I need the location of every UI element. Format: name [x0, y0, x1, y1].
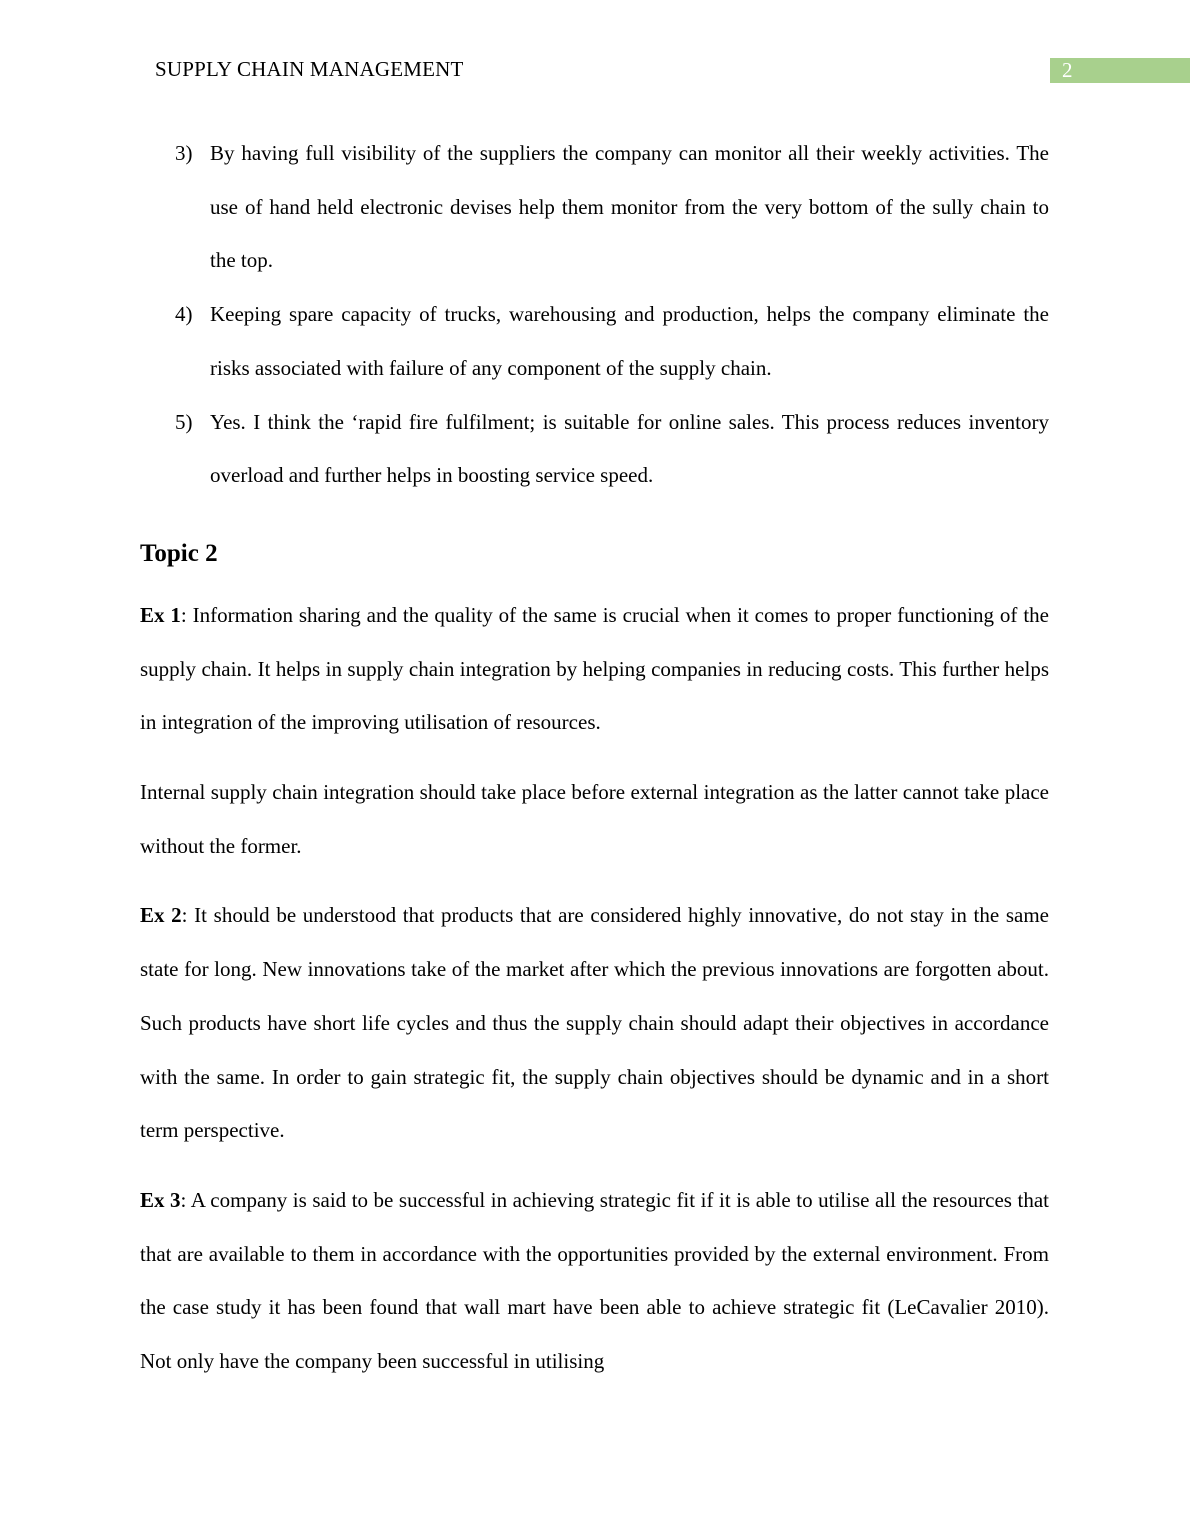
list-item: [140, 396, 1049, 503]
ex1-label: Ex 1: [140, 602, 181, 627]
paragraph-ex3: [140, 1174, 1049, 1389]
paragraph-internal-integration: [140, 766, 1049, 873]
paragraph-ex2: [140, 889, 1049, 1158]
running-head: SUPPLY CHAIN MANAGEMENT: [155, 57, 464, 81]
list-item-text: Keeping spare capacity of trucks, warehousing and production, helps the company eliminate the risks associated with failure of any component of the supply chain.: [210, 302, 1049, 380]
topic-heading: Topic 2: [140, 539, 218, 567]
page-number-badge: [1050, 58, 1190, 83]
ex2-text: : It should be understood that products that are considered highly innovative, do not stay in the same state for long. New innovations take of the market after which the previous innovations are forgotten about. Such products have short life cycles and thus the supply chain should adapt their objectives in accordance with the same. In order to gain strategic fit, the supply chain objectives should be dynamic and in a short term perspective.: [140, 903, 1049, 1143]
paragraph-ex1: [140, 589, 1049, 750]
ex1-text: : Information sharing and the quality of the same is crucial when it comes to proper functioning of the supply chain. It helps in supply chain integration by helping companies in reducing costs. This further helps in integration of the improving utilisation of resources.: [140, 602, 1049, 735]
internal-integration-text: Internal supply chain integration should take place before external integration as the latter cannot take place without the former.: [140, 780, 1049, 858]
ex2-label: Ex 2: [140, 903, 182, 928]
list-item-number: 5): [175, 409, 193, 434]
list-item-text: Yes. I think the ‘rapid fire fulfilment; is suitable for online sales. This process reduces inventory overload and further helps in boosting service speed.: [210, 409, 1049, 488]
ex3-label: Ex 3: [140, 1187, 181, 1212]
answer-list: [140, 127, 1049, 503]
list-item-text: By having full visibility of the suppliers the company can monitor all their weekly activities. The use of hand held electronic devises help them monitor from the very bottom of the sully chain to the top.: [210, 141, 1049, 273]
ex3-text: : A company is said to be successful in achieving strategic fit if it is able to utilise all the resources that that are available to them in accordance with the opportunities provided by the external environment. From the case study it has been found that wall mart have been able to achieve strategic fit (LeCavalier 2010). Not only have the company been successful in utilising: [140, 1187, 1049, 1374]
page-number: 2: [1062, 58, 1073, 82]
list-item-number: 3): [175, 141, 193, 165]
document-body: [140, 127, 1049, 1405]
list-item: [140, 127, 1049, 288]
list-item: [140, 288, 1049, 395]
list-item-number: 4): [175, 302, 193, 327]
